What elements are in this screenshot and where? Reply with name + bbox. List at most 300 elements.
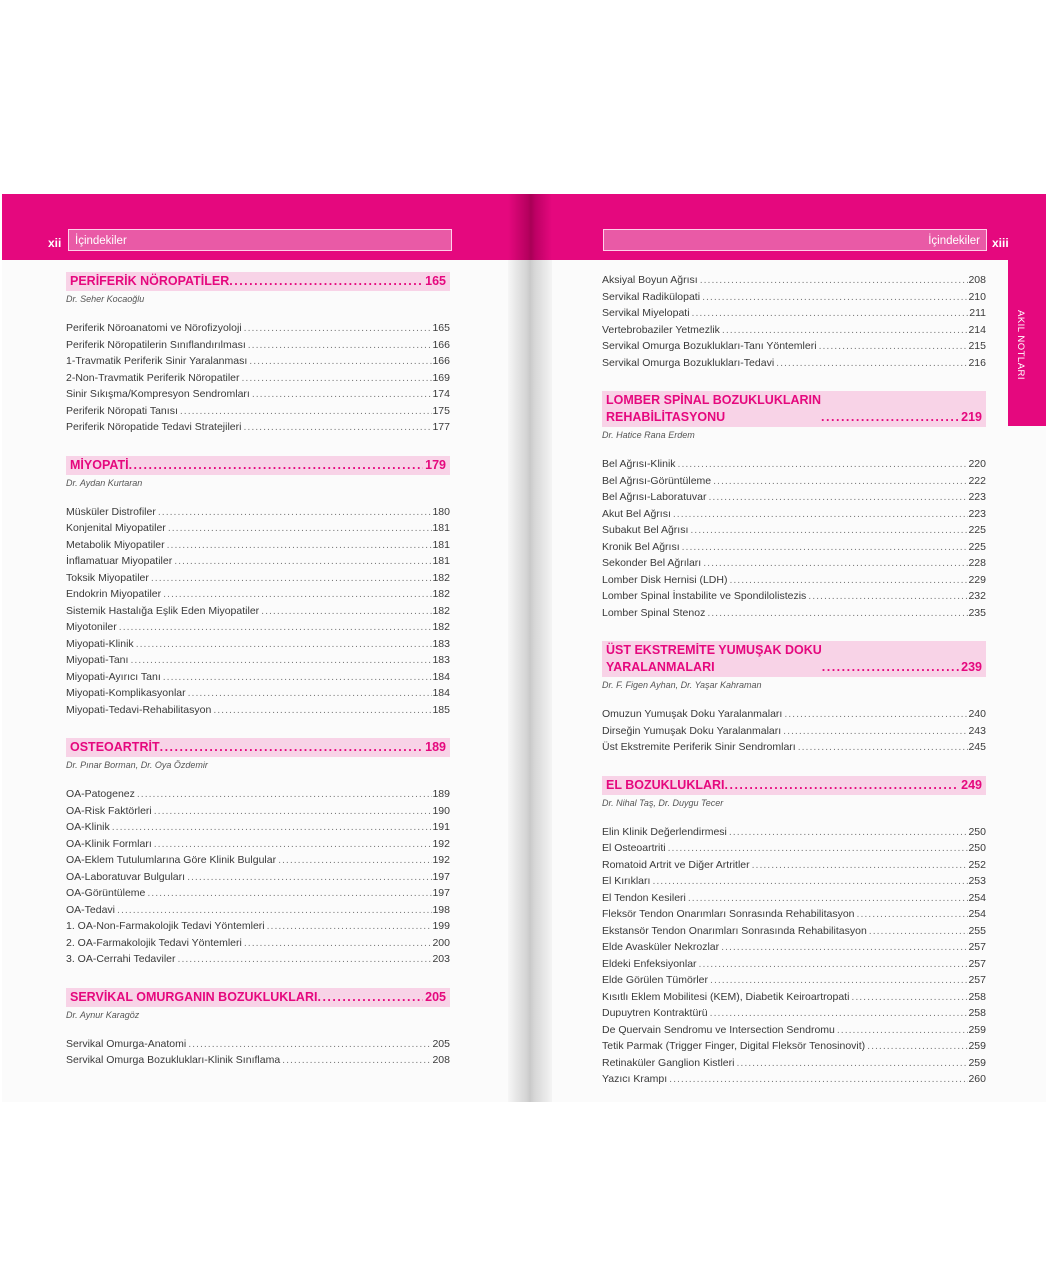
entry-label: Elin Klinik Değerlendirmesi	[602, 825, 727, 838]
entry-label: Kronik Bel Ağrısı	[602, 540, 680, 553]
entry-label: Miyotoniler	[66, 621, 117, 633]
toc-entry[interactable]	[602, 840, 986, 857]
entry-label: Tetik Parmak (Trigger Finger, Digital Fleksör Tenosinovit)	[602, 1040, 866, 1052]
dot-leader	[835, 1022, 969, 1039]
entry-page: 182	[432, 588, 450, 600]
dot-leader	[727, 824, 969, 841]
entry-label: Lomber Spinal Stenoz	[602, 606, 706, 619]
dot-leader	[185, 869, 432, 886]
entry-page: 257	[968, 974, 986, 986]
toc-entry[interactable]	[66, 636, 450, 653]
toc-entry[interactable]	[602, 572, 986, 589]
dot-leader	[176, 951, 433, 968]
dot-leader	[650, 873, 968, 890]
section-title[interactable]	[66, 738, 450, 757]
toc-entry[interactable]	[66, 852, 450, 869]
dot-leader	[671, 506, 969, 523]
section-title-line: ÜST EKSTREMİTE YUMUŞAK DOKU	[606, 643, 822, 657]
dot-leader	[821, 409, 959, 426]
toc-entry[interactable]	[602, 890, 986, 907]
dot-leader	[161, 669, 433, 686]
entry-label: OA-Görüntüleme	[66, 887, 146, 899]
entry-page: 185	[432, 703, 450, 716]
entry-label: De Quervain Sendromu ve Intersection Sendromu	[602, 1023, 835, 1036]
toc-entry[interactable]	[602, 456, 986, 473]
side-tab-label: AKIL NOTLARI	[1015, 310, 1026, 381]
dot-leader	[750, 857, 969, 874]
entry-label: 2-Non-Travmatik Periferik Nöropatiler	[66, 371, 240, 384]
right-page-toc	[602, 272, 986, 1108]
toc-entry[interactable]	[602, 873, 986, 890]
toc-section	[66, 272, 450, 436]
dot-leader	[241, 419, 432, 436]
toc-section	[602, 391, 986, 621]
entry-label: Üst Ekstremite Periferik Sinir Sendromları	[602, 741, 796, 753]
dot-leader	[134, 636, 433, 653]
entry-page: 243	[968, 724, 986, 737]
dot-leader	[667, 1071, 968, 1088]
toc-entry[interactable]	[66, 669, 450, 686]
entry-label: El Kırıkları	[602, 875, 651, 887]
dot-leader	[680, 539, 969, 556]
toc-entry[interactable]	[602, 539, 986, 556]
entry-page: 189	[432, 788, 450, 800]
toc-entry[interactable]	[602, 522, 986, 539]
entry-page: 255	[968, 924, 986, 937]
dot-leader	[708, 1005, 969, 1022]
entry-label: Subakut Bel Ağrısı	[602, 524, 689, 536]
section-title-line: EL BOZUKLUKLARI	[606, 777, 725, 792]
dot-leader	[115, 902, 432, 919]
entry-page: 169	[432, 371, 450, 384]
dot-leader	[117, 619, 433, 636]
entry-label: Bel Ağrısı-Görüntüleme	[602, 474, 712, 487]
toc-entry[interactable]	[66, 537, 450, 554]
entry-list	[602, 456, 986, 621]
entry-page: 257	[968, 941, 986, 953]
section-page: 165	[425, 274, 446, 288]
dot-leader	[149, 570, 433, 587]
entry-page: 180	[432, 505, 450, 518]
entry-page: 182	[432, 604, 450, 617]
dot-leader	[806, 588, 968, 605]
toc-entry[interactable]	[66, 885, 450, 902]
entry-page: 240	[968, 708, 986, 720]
section-title-line: LOMBER SPİNAL BOZUKLUKLARIN	[606, 393, 822, 407]
toc-section	[602, 776, 986, 1088]
section-author: Dr. Hatice Rana Erdem	[602, 430, 695, 440]
toc-entry[interactable]	[66, 386, 450, 403]
entry-label: Bel Ağrısı-Laboratuvar	[602, 491, 707, 503]
entry-page: 175	[432, 404, 450, 417]
entry-label: Kısıtlı Eklem Mobilitesi (KEM), Diabetik Keiroartropati	[602, 990, 850, 1003]
entry-page: 183	[432, 654, 450, 666]
book-spread	[2, 194, 1046, 1102]
toc-entry[interactable]	[66, 836, 450, 853]
dot-leader	[161, 586, 432, 603]
dot-leader	[822, 659, 959, 676]
section-title-text	[70, 989, 317, 1006]
dot-leader	[135, 786, 433, 803]
dot-leader	[186, 1036, 432, 1053]
dot-leader	[129, 457, 424, 474]
entry-label: Lomber Disk Hernisi (LDH)	[602, 573, 728, 586]
section-title-text	[606, 392, 821, 426]
section-title-line: SERVİKAL OMURGANIN BOZUKLUKLARI	[70, 989, 318, 1004]
toc-entry[interactable]	[602, 305, 986, 322]
entry-label: Elde Görülen Tümörler	[602, 974, 709, 986]
entry-label: Yazıcı Krampı	[602, 1073, 668, 1085]
section-author: Dr. Aynur Karagöz	[66, 1009, 140, 1020]
entry-label: Servikal Omurga-Anatomi	[66, 1037, 187, 1050]
entry-page: 229	[968, 573, 986, 586]
dot-leader	[152, 803, 433, 820]
entry-page: 181	[432, 538, 450, 551]
toc-entry[interactable]	[602, 289, 986, 306]
entry-label: Servikal Omurga Bozuklukları-Klinik Sınıflama	[66, 1054, 281, 1066]
section-title-text	[606, 777, 725, 794]
dot-leader	[865, 1038, 968, 1055]
section-author: Dr. Pınar Borman, Dr. Oya Özdemir	[66, 760, 208, 770]
dot-leader	[666, 840, 969, 857]
section-title[interactable]	[66, 272, 450, 291]
entry-page: 166	[432, 338, 450, 351]
entry-page: 177	[432, 421, 450, 433]
toc-entry[interactable]	[602, 1022, 986, 1039]
entry-label: Akut Bel Ağrısı	[602, 507, 671, 520]
toc-entry[interactable]	[66, 918, 450, 935]
toc-entry[interactable]	[602, 956, 986, 973]
section-page: 219	[961, 410, 982, 424]
entry-page: 181	[432, 555, 450, 567]
entry-label: Periferik Nöroanatomi ve Nörofizyoloji	[66, 322, 242, 334]
dot-leader	[229, 273, 423, 290]
dot-leader	[782, 706, 968, 723]
section-author: Dr. Aydan Kurtaran	[66, 477, 143, 488]
entry-page: 228	[968, 557, 986, 569]
toc-entry[interactable]	[66, 419, 450, 436]
toc-entry[interactable]	[66, 786, 450, 803]
entry-page: 259	[968, 1040, 986, 1052]
toc-entry[interactable]	[602, 1055, 986, 1072]
entry-page: 197	[432, 887, 450, 899]
dot-leader	[676, 456, 969, 473]
section-page: 205	[425, 989, 446, 1004]
dot-leader	[867, 923, 969, 940]
entry-page: 258	[968, 1007, 986, 1019]
entry-label: Aksiyal Boyun Ağrısı	[602, 274, 698, 286]
dot-leader	[705, 605, 968, 622]
entry-label: Dirseğin Yumuşak Doku Yaralanmaları	[602, 724, 782, 737]
dot-leader	[697, 956, 969, 973]
toc-entry[interactable]	[602, 906, 986, 923]
entry-label: Endokrin Miyopatiler	[66, 588, 162, 600]
dot-leader	[708, 972, 968, 989]
left-page-number: xii	[48, 236, 62, 250]
dot-leader	[700, 289, 968, 306]
entry-page: 174	[432, 388, 450, 400]
toc-entry[interactable]	[66, 935, 450, 952]
dot-leader	[160, 739, 424, 756]
dot-leader	[781, 723, 968, 740]
entry-label: OA-Klinik Formları	[66, 837, 152, 850]
entry-page: 192	[432, 854, 450, 866]
section-title[interactable]	[66, 456, 450, 475]
entry-label: Elde Avasküler Nekrozlar	[602, 941, 720, 953]
toc-entry[interactable]	[602, 824, 986, 841]
toc-entry[interactable]	[602, 555, 986, 572]
dot-leader	[211, 702, 432, 719]
entry-label: Periferik Nöropatilerin Sınıflandırılması	[66, 338, 246, 351]
dot-leader	[686, 890, 969, 907]
dot-leader	[688, 522, 968, 539]
entry-label: Vertebrobaziler Yetmezlik	[602, 323, 720, 336]
section-title-text	[70, 739, 160, 756]
toc-entry[interactable]	[602, 355, 986, 372]
entry-label: Sistemik Hastalığa Eşlik Eden Miyopatiler	[66, 604, 260, 617]
toc-entry[interactable]	[602, 1071, 986, 1088]
entry-label: Servikal Omurga Bozuklukları-Tedavi	[602, 356, 775, 369]
toc-entry[interactable]	[602, 489, 986, 506]
section-title-line: YARALANMALARI	[606, 660, 715, 674]
toc-entry[interactable]	[602, 739, 986, 756]
entry-label: Fleksör Tendon Onarımları Sonrasında Rehabilitasyon	[602, 908, 855, 920]
toc-entry[interactable]	[602, 989, 986, 1006]
entry-label: Lomber Spinal İnstabilite ve Spondilolistezis	[602, 590, 807, 602]
toc-entry[interactable]	[602, 272, 986, 289]
dot-leader	[172, 553, 432, 570]
toc-entry[interactable]	[602, 588, 986, 605]
entry-page: 245	[968, 741, 986, 753]
section-title[interactable]	[66, 988, 450, 1007]
entry-label: Sinir Sıkışma/Kompresyon Sendromları	[66, 388, 250, 400]
entry-label: Periferik Nöropatide Tedavi Stratejileri	[66, 421, 242, 433]
toc-entry[interactable]	[66, 520, 450, 537]
entry-page: 252	[968, 858, 986, 871]
toc-entry[interactable]	[66, 951, 450, 968]
entry-list	[602, 824, 986, 1088]
toc-entry[interactable]	[602, 1005, 986, 1022]
entry-label: Miyopati-Klinik	[66, 637, 134, 650]
toc-entry[interactable]	[66, 320, 450, 337]
toc-entry[interactable]	[66, 619, 450, 636]
toc-entry[interactable]	[66, 586, 450, 603]
entry-page: 250	[968, 842, 986, 854]
entry-page: 223	[968, 491, 986, 503]
dot-leader	[276, 852, 432, 869]
entry-page: 200	[432, 936, 450, 949]
toc-entry[interactable]	[66, 819, 450, 836]
toc-entry[interactable]	[602, 1038, 986, 1055]
section-title-text	[70, 457, 129, 474]
entry-page: 199	[432, 920, 450, 932]
entry-label: Metabolik Miyopatiler	[66, 538, 165, 551]
entry-label: OA-Tedavi	[66, 903, 116, 916]
entry-label: OA-Eklem Tutulumlarına Göre Klinik Bulgular	[66, 854, 277, 866]
section-page: 239	[961, 660, 982, 674]
toc-entry[interactable]	[602, 706, 986, 723]
entry-page: 184	[432, 687, 450, 699]
toc-entry[interactable]	[66, 370, 450, 387]
entry-page: 215	[968, 340, 986, 352]
dot-leader	[280, 1052, 432, 1069]
entry-page: 214	[968, 323, 986, 336]
dot-leader	[240, 370, 433, 387]
dot-leader	[727, 572, 968, 589]
toc-section	[66, 456, 450, 719]
toc-entry[interactable]	[66, 504, 450, 521]
entry-page: 222	[968, 474, 986, 487]
dot-leader	[849, 989, 968, 1006]
section-title-line: PERİFERİK NÖROPATİLER	[70, 274, 230, 288]
entry-page: 257	[968, 957, 986, 970]
toc-entry[interactable]	[602, 322, 986, 339]
left-header-title: İçindekiler	[68, 229, 452, 251]
dot-leader	[110, 819, 433, 836]
dot-leader	[265, 918, 433, 935]
entry-label: OA-Laboratuvar Bulguları	[66, 870, 186, 883]
dot-leader	[734, 1055, 968, 1072]
toc-entry[interactable]	[66, 603, 450, 620]
entry-page: 253	[968, 875, 986, 887]
entry-page: 225	[968, 524, 986, 536]
side-tab	[1008, 260, 1046, 426]
section-title-line: OSTEOARTRİT	[70, 740, 160, 754]
entry-label: Periferik Nöropati Tanısı	[66, 404, 178, 417]
entry-page: 235	[968, 606, 986, 619]
entry-page: 259	[968, 1056, 986, 1069]
toc-entry[interactable]	[66, 553, 450, 570]
entry-label: Retinaküler Ganglion Kistleri	[602, 1056, 735, 1069]
dot-leader	[259, 603, 432, 620]
entry-list	[66, 1036, 450, 1069]
toc-entry[interactable]	[602, 473, 986, 490]
entry-page: 216	[968, 356, 986, 369]
entry-page: 258	[968, 990, 986, 1003]
entry-page: 254	[968, 908, 986, 920]
entry-page: 203	[432, 953, 450, 965]
dot-leader	[250, 386, 433, 403]
entry-page: 190	[432, 804, 450, 817]
entry-label: El Osteoartriti	[602, 842, 666, 854]
entry-label: Eldeki Enfeksiyonlar	[602, 957, 697, 970]
dot-leader	[690, 305, 970, 322]
toc-entry[interactable]	[602, 506, 986, 523]
toc-entry[interactable]	[66, 685, 450, 702]
dot-leader	[720, 322, 969, 339]
entry-page: 184	[432, 670, 450, 683]
section-page: 189	[425, 740, 446, 754]
entry-label: Toksik Miyopatiler	[66, 571, 149, 584]
entry-page: 198	[432, 903, 450, 916]
entry-page: 260	[968, 1073, 986, 1085]
entry-label: Sekonder Bel Ağrıları	[602, 557, 702, 569]
dot-leader	[796, 739, 969, 756]
section-page: 179	[425, 457, 446, 472]
entry-page: 250	[968, 825, 986, 838]
toc-entry[interactable]	[66, 902, 450, 919]
entry-label: Servikal Omurga Bozuklukları-Tanı Yöntemleri	[602, 340, 817, 352]
entry-page: 225	[968, 540, 986, 553]
dot-leader	[166, 520, 433, 537]
dot-leader	[145, 885, 432, 902]
right-page-number: xiii	[992, 236, 1009, 250]
entry-page: 205	[432, 1037, 450, 1050]
dot-leader	[698, 272, 969, 289]
toc-entry[interactable]	[66, 652, 450, 669]
entry-label: Servikal Radikülopati	[602, 290, 701, 303]
entry-page: 220	[968, 458, 986, 470]
entry-page: 210	[968, 290, 986, 303]
toc-entry[interactable]	[602, 857, 986, 874]
dot-leader	[186, 685, 433, 702]
entry-page: 181	[432, 522, 450, 534]
entry-label: Romatoid Artrit ve Diğer Artritler	[602, 858, 750, 871]
toc-entry[interactable]	[66, 803, 450, 820]
toc-entry[interactable]	[66, 702, 450, 719]
toc-entry[interactable]	[602, 972, 986, 989]
section-title[interactable]	[602, 641, 986, 677]
entry-page: 197	[432, 870, 450, 883]
continued-entries	[602, 272, 986, 371]
toc-entry[interactable]	[66, 1036, 450, 1053]
entry-label: Ekstansör Tendon Onarımları Sonrasında Rehabilitasyon	[602, 924, 867, 937]
entry-label: Omuzun Yumuşak Doku Yaralanmaları	[602, 708, 783, 720]
dot-leader	[719, 939, 968, 956]
entry-label: Miyopati-Tedavi-Rehabilitasyon	[66, 703, 212, 716]
toc-entry[interactable]	[66, 869, 450, 886]
dot-leader	[706, 489, 968, 506]
book-gutter-top	[508, 194, 552, 260]
entry-label: İnflamatuar Miyopatiler	[66, 555, 173, 567]
entry-label: OA-Patogenez	[66, 788, 135, 800]
toc-entry[interactable]	[602, 923, 986, 940]
entry-page: 232	[968, 590, 986, 602]
section-title-line: REHABİLİTASYONU	[606, 410, 726, 424]
dot-leader	[701, 555, 968, 572]
entry-list	[66, 320, 450, 436]
entry-label: Konjenital Miyopatiler	[66, 522, 166, 534]
section-title[interactable]	[602, 391, 986, 427]
entry-page: 191	[432, 821, 450, 833]
entry-page: 182	[432, 621, 450, 633]
dot-leader	[246, 337, 433, 354]
dot-leader	[317, 989, 423, 1006]
left-page-toc	[66, 272, 450, 1089]
toc-entry[interactable]	[602, 338, 986, 355]
entry-label: Müsküler Distrofiler	[66, 505, 156, 518]
dot-leader	[855, 906, 969, 923]
entry-page: 192	[432, 837, 450, 850]
toc-entry[interactable]	[66, 403, 450, 420]
section-page: 249	[961, 777, 982, 792]
section-title-text	[70, 273, 229, 290]
toc-entry[interactable]	[66, 1052, 450, 1069]
right-header-title: İçindekiler	[603, 229, 987, 251]
section-title[interactable]	[602, 776, 986, 795]
entry-label: Dupuytren Kontraktürü	[602, 1007, 708, 1019]
toc-entry[interactable]	[66, 337, 450, 354]
toc-entry[interactable]	[66, 570, 450, 587]
toc-entry[interactable]	[602, 605, 986, 622]
entry-page: 211	[969, 307, 986, 319]
toc-entry[interactable]	[66, 353, 450, 370]
toc-entry[interactable]	[602, 723, 986, 740]
dot-leader	[242, 935, 433, 952]
toc-entry[interactable]	[602, 939, 986, 956]
section-title-text	[606, 642, 822, 676]
entry-page: 166	[432, 355, 450, 367]
